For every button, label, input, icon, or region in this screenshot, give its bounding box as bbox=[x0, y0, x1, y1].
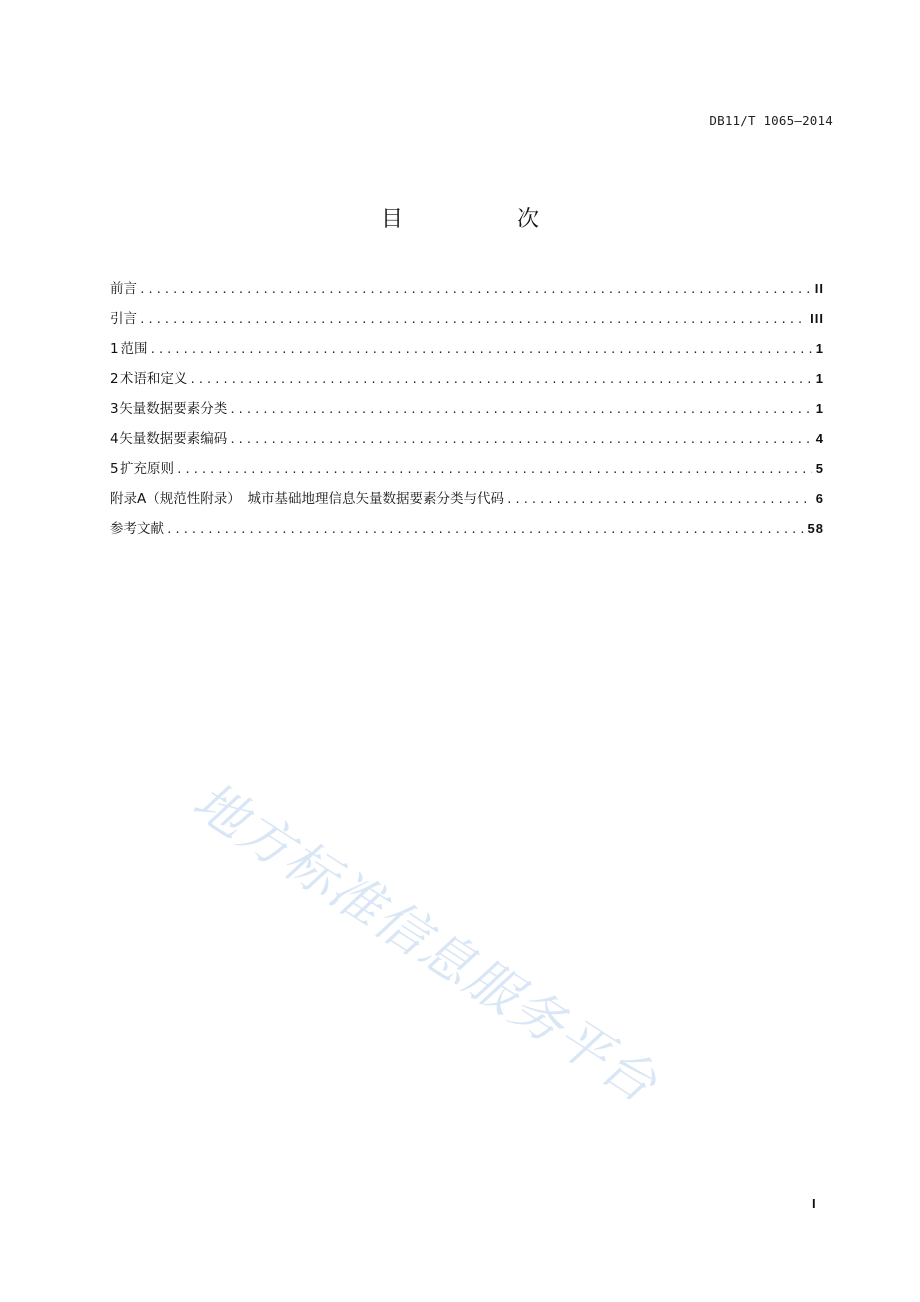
dot-leader bbox=[139, 280, 811, 300]
toc-entry-label: 引言 bbox=[110, 311, 137, 327]
dot-leader bbox=[139, 310, 806, 330]
dot-leader bbox=[149, 340, 811, 360]
page-number: I bbox=[812, 1196, 816, 1211]
toc-entry-label: 矢量数据要素分类 bbox=[119, 401, 228, 417]
toc-entry-page: 4 bbox=[815, 431, 824, 446]
watermark: 地方标准信息服务平台 bbox=[182, 770, 668, 1116]
toc-entry-label: 矢量数据要素编码 bbox=[119, 431, 228, 447]
dot-leader bbox=[176, 460, 812, 480]
toc-entry-number: 1 bbox=[110, 341, 119, 357]
dot-leader bbox=[189, 370, 811, 390]
toc-entry-terms[interactable] bbox=[110, 369, 824, 399]
toc-entry-page: 1 bbox=[815, 401, 824, 416]
toc-entry-page: III bbox=[810, 311, 824, 326]
toc-entry-label: 范围 bbox=[120, 341, 148, 357]
toc-entry-number: 3 bbox=[110, 401, 119, 417]
toc-entry-page: 1 bbox=[815, 341, 824, 356]
toc-entry-label: （规范性附录） 城市基础地理信息矢量数据要素分类与代码 bbox=[146, 491, 504, 507]
toc-entry-foreword[interactable] bbox=[110, 279, 824, 309]
toc-entry-page: II bbox=[814, 281, 824, 296]
toc-entry-page: 1 bbox=[815, 371, 824, 386]
toc-entry-page: 5 bbox=[815, 461, 824, 476]
dot-leader bbox=[229, 400, 812, 420]
toc-entry-label: 参考文献 bbox=[110, 521, 164, 537]
toc-entry-scope[interactable] bbox=[110, 339, 824, 369]
toc-entry-label: 术语和定义 bbox=[119, 371, 188, 387]
dot-leader bbox=[229, 430, 812, 450]
toc-entry-label: 扩充原则 bbox=[120, 461, 175, 477]
toc-entry-extension[interactable] bbox=[110, 459, 824, 489]
dot-leader bbox=[506, 490, 812, 510]
toc-entry-number: 4 bbox=[110, 431, 119, 447]
toc-entry-page: 6 bbox=[815, 491, 824, 506]
toc-entry-appendix-a[interactable] bbox=[110, 489, 824, 519]
document-id: DB11/T 1065—2014 bbox=[709, 113, 833, 128]
toc-entry-label: 前言 bbox=[110, 281, 137, 297]
table-of-contents bbox=[110, 279, 824, 549]
toc-entry-number: 5 bbox=[110, 461, 119, 477]
toc-entry-number: 2 bbox=[110, 371, 119, 387]
dot-leader bbox=[166, 520, 804, 540]
toc-entry-number: 附录A bbox=[110, 491, 147, 507]
page-title: 目 次 bbox=[380, 207, 585, 232]
toc-entry-page: 58 bbox=[807, 521, 824, 536]
toc-entry-references[interactable] bbox=[110, 519, 824, 549]
toc-entry-introduction[interactable] bbox=[110, 309, 824, 339]
toc-entry-classification[interactable] bbox=[110, 399, 824, 429]
toc-entry-coding[interactable] bbox=[110, 429, 824, 459]
